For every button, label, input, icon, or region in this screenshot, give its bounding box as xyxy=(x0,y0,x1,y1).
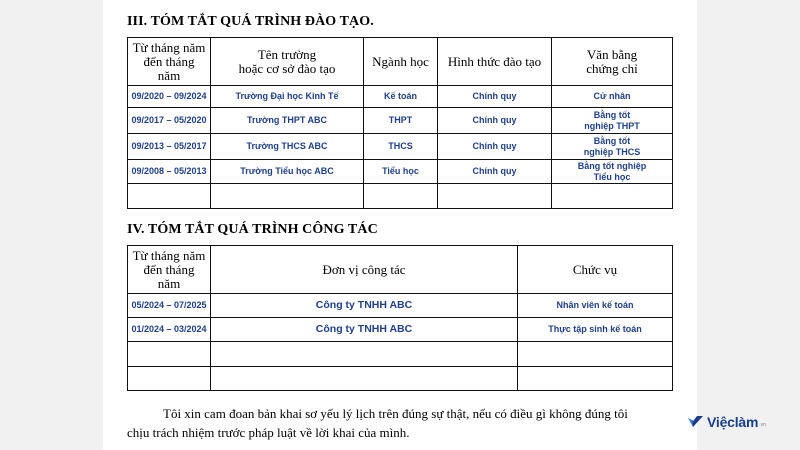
header-period-line: đến tháng xyxy=(143,261,195,277)
work-section-title: IV. TÓM TẮT QUÁ TRÌNH CÔNG TÁC xyxy=(127,222,378,237)
cell-empty xyxy=(518,367,673,391)
header-period-line: Từ tháng năm xyxy=(132,39,206,55)
cell-period: 09/2017 – 05/2020 xyxy=(128,108,211,134)
header-period-line: năm xyxy=(157,275,181,291)
cell-school: Trường Tiểu học ABC xyxy=(211,160,364,184)
cell-empty xyxy=(364,184,438,209)
cell-mode: Chính quy xyxy=(438,86,552,108)
header-period-line: Từ tháng năm xyxy=(132,247,206,263)
cell-major: Kế toán xyxy=(364,86,438,108)
header-mode: Hình thức đào tạo xyxy=(438,38,552,86)
header-position: Chức vụ xyxy=(518,246,673,294)
cell-position: Nhân viên kế toán xyxy=(518,294,673,318)
table-row-empty xyxy=(128,342,673,367)
logo-text: Việclàm xyxy=(707,414,759,430)
vieclam-logo xyxy=(687,412,766,432)
cell-empty xyxy=(438,184,552,209)
education-table xyxy=(127,37,673,209)
cell-empty xyxy=(128,342,211,367)
cell-period: 05/2024 – 07/2025 xyxy=(128,294,211,318)
cell-unit: Công ty TNHH ABC xyxy=(211,294,518,318)
cell-school: Trường THPT ABC xyxy=(211,108,364,134)
cell-empty xyxy=(552,184,673,209)
cell-degree xyxy=(552,108,673,134)
cell-empty xyxy=(211,342,518,367)
cell-mode: Chính quy xyxy=(438,108,552,134)
table-row xyxy=(128,318,673,342)
table-row-empty xyxy=(128,184,673,209)
header-degree-line: Văn bằng xyxy=(586,46,638,62)
cell-school: Trường THCS ABC xyxy=(211,134,364,160)
declaration-text: Tôi xin cam đoan bản khai sơ yếu lý lịch trên đúng sự thật, nếu có điều gì không đúng tôi xyxy=(163,406,628,421)
education-section-title: III. TÓM TẮT QUÁ TRÌNH ĐÀO TẠO. xyxy=(127,14,374,29)
header-school-line: hoặc cơ sở đào tạo xyxy=(238,60,336,76)
header-degree-line: chứng chỉ xyxy=(586,60,638,76)
table-row xyxy=(128,294,673,318)
education-header-row xyxy=(128,38,673,86)
cell-degree-line: nghiệp THCS xyxy=(583,146,641,157)
cell-empty xyxy=(211,184,364,209)
work-table xyxy=(127,245,673,391)
cell-school: Trường Đại học Kinh Tế xyxy=(211,86,364,108)
cell-degree-line: Bằng tốt nghiệp xyxy=(577,160,647,171)
cell-major: Tiểu học xyxy=(364,160,438,184)
cell-empty xyxy=(211,367,518,391)
header-period-line: năm xyxy=(157,67,181,83)
declaration-line xyxy=(127,404,650,423)
cell-degree-line: Cử nhân xyxy=(593,91,631,101)
logo-sub: .vn xyxy=(759,422,766,428)
cell-empty xyxy=(128,184,211,209)
cell-period: 01/2024 – 03/2024 xyxy=(128,318,211,342)
table-row xyxy=(128,160,673,184)
cell-position: Thực tập sinh kế toán xyxy=(518,318,673,342)
header-school-line: Tên trường xyxy=(257,46,317,62)
cell-degree xyxy=(552,134,673,160)
declaration-paragraph xyxy=(127,404,650,442)
table-row-empty xyxy=(128,367,673,391)
table-row xyxy=(128,108,673,134)
header-unit: Đơn vị công tác xyxy=(211,246,518,294)
cell-period: 09/2020 – 09/2024 xyxy=(128,86,211,108)
header-degree xyxy=(552,38,673,86)
table-row xyxy=(128,86,673,108)
cell-degree xyxy=(552,86,673,108)
cell-period: 09/2013 – 05/2017 xyxy=(128,134,211,160)
cell-major: THCS xyxy=(364,134,438,160)
cell-unit: Công ty TNHH ABC xyxy=(211,318,518,342)
header-period xyxy=(128,246,211,294)
cell-degree-line: Tiểu học xyxy=(593,171,631,182)
work-header-row xyxy=(128,246,673,294)
header-school xyxy=(211,38,364,86)
cell-empty xyxy=(128,367,211,391)
cell-degree xyxy=(552,160,673,184)
cell-mode: Chính quy xyxy=(438,134,552,160)
cell-degree-line: Bằng tốt xyxy=(593,109,631,120)
check-mark-logo-icon xyxy=(687,415,704,429)
table-row xyxy=(128,134,673,160)
header-major: Ngành học xyxy=(364,38,438,86)
declaration-line: chịu trách nhiệm trước pháp luật về lời khai của mình. xyxy=(127,425,410,440)
cell-period: 09/2008 – 05/2013 xyxy=(128,160,211,184)
header-period-line: đến tháng xyxy=(143,53,195,69)
cell-mode: Chính quy xyxy=(438,160,552,184)
cell-degree-line: nghiệp THPT xyxy=(584,120,640,131)
cell-major: THPT xyxy=(364,108,438,134)
cell-degree-line: Bằng tốt xyxy=(593,135,631,146)
cell-empty xyxy=(518,342,673,367)
header-period xyxy=(128,38,211,86)
